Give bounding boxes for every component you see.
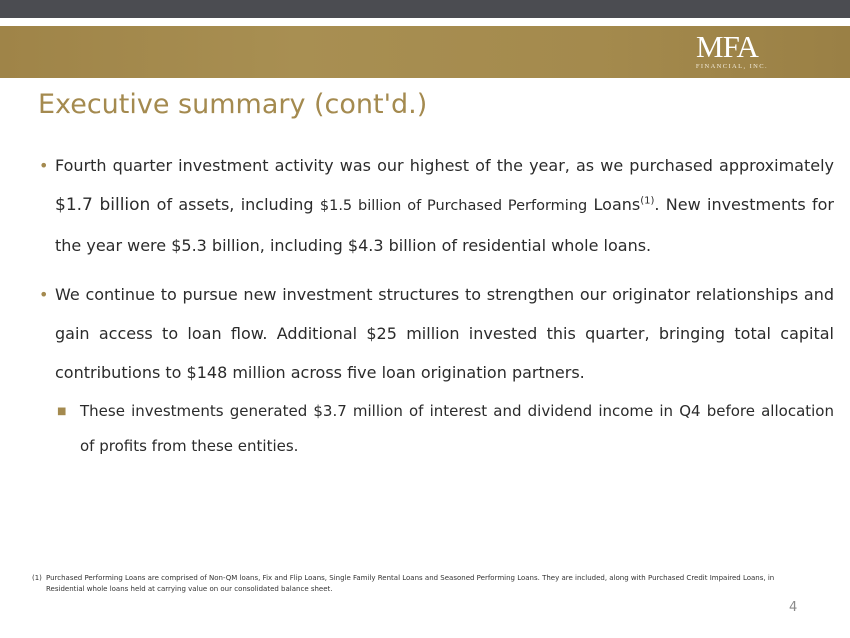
square-bullet-icon: ■: [57, 406, 67, 417]
sub-bullet-1: [38, 394, 834, 464]
bullet-1-text: . New investments for the year were $5.3 billion, including $4.3 billion of residential whole loans.: [55, 195, 834, 255]
bullet-1-text: of assets, including: [150, 195, 320, 214]
main-content: [38, 146, 834, 464]
sub-bullet-1-text: These investments generated $3.7 million of interest and dividend income in Q4 before allocation of profits from these entities.: [80, 402, 834, 455]
bullet-2-text: We continue to pursue new investment structures to strengthen our originator relationships and gain access to loan flow. Additional $25 million invested this quarter, bringing total capital contributions to $148 million across five loan origination partners.: [55, 285, 834, 382]
bullet-2: [38, 275, 834, 392]
bullet-1-text: $1.5 billion of Purchased Performing: [319, 198, 588, 214]
page-number: 4: [789, 600, 798, 615]
bullet-1-text: Loans: [593, 195, 641, 214]
bullet-1-text: Fourth quarter investment activity was our highest of the year, as we purchased approximately: [55, 156, 834, 175]
footnote: [32, 573, 792, 595]
footnote-reference: (1): [640, 195, 655, 207]
footnote-number: (1): [32, 574, 42, 582]
logo-mark: MFA: [696, 29, 758, 64]
company-logo: [682, 29, 772, 74]
top-bar: [0, 0, 850, 18]
bullet-1: [38, 146, 834, 265]
bullet-dot-icon: •: [39, 285, 49, 304]
page-title: Executive summary (cont'd.): [38, 89, 428, 120]
logo-subtitle: FINANCIAL, INC.: [695, 63, 768, 70]
bullet-1-amount: $1.7 billion: [55, 195, 151, 215]
footnote-text: Purchased Performing Loans are comprised of Non-QM loans, Fix and Flip Loans, Single Family Rental Loans and Seasoned Performing Loans. They are included, along with Purchased Credit Impaired Loans, in Residential whole loans held at carrying value on our consolidated balance sheet.: [46, 574, 775, 593]
bullet-dot-icon: •: [39, 156, 49, 175]
